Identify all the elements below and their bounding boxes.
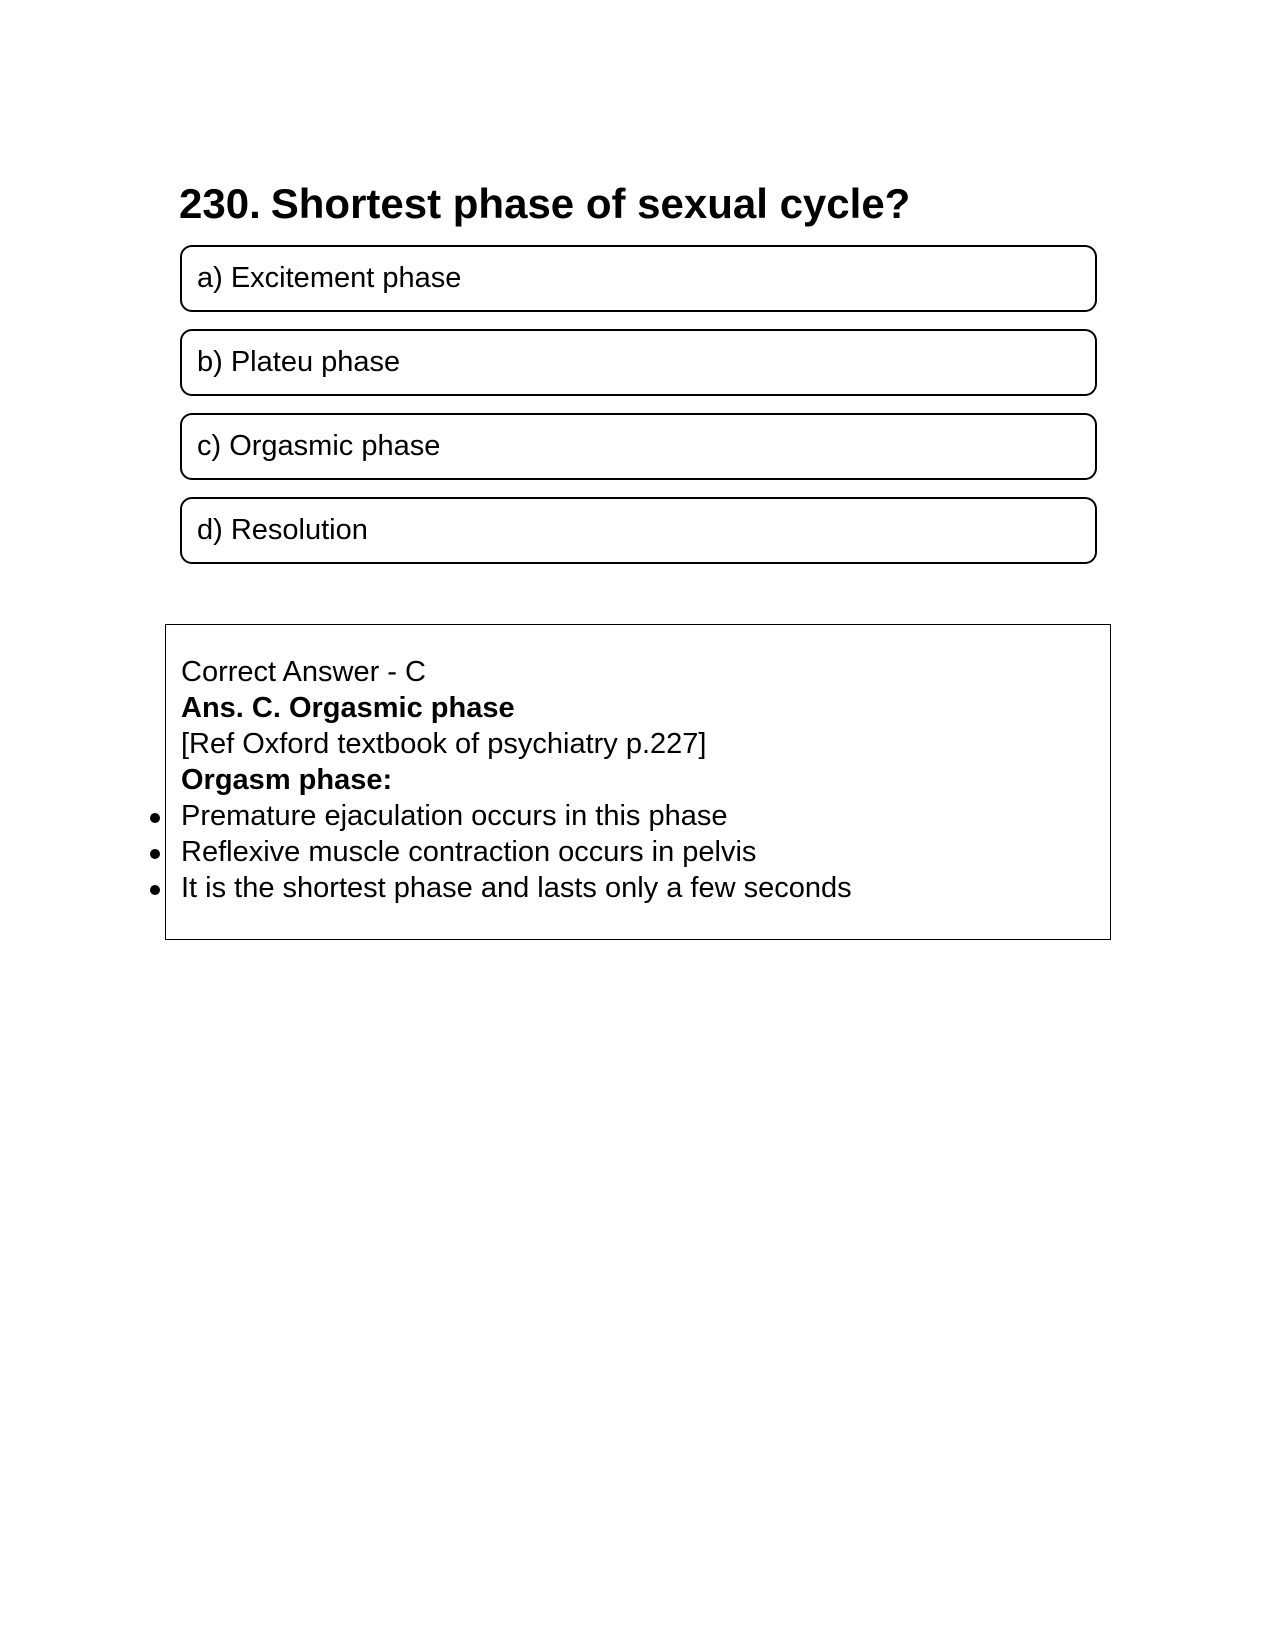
bullet-item: Premature ejaculation occurs in this phase [181, 798, 852, 834]
answer-heading: Ans. C. Orgasmic phase [181, 692, 515, 724]
question-heading [179, 176, 910, 232]
correct-answer-line: Correct Answer - C [181, 656, 426, 688]
question-text: Shortest phase of sexual cycle? [270, 180, 911, 227]
reference-line: [Ref Oxford textbook of psychiatry p.227] [181, 728, 707, 760]
bullet-item: It is the shortest phase and lasts only a few seconds [181, 872, 852, 904]
option-a[interactable]: a) Excitement phase [180, 245, 1097, 312]
option-c[interactable]: c) Orgasmic phase [180, 413, 1097, 480]
answer-explanation [181, 654, 852, 906]
bullet-list [181, 798, 852, 906]
question-number: 230. [179, 180, 261, 227]
option-d[interactable]: d) Resolution [180, 497, 1097, 564]
bullet-item: Reflexive muscle contraction occurs in pelvis [181, 834, 852, 870]
sub-heading: Orgasm phase: [181, 764, 393, 796]
option-b[interactable]: b) Plateu phase [180, 329, 1097, 396]
